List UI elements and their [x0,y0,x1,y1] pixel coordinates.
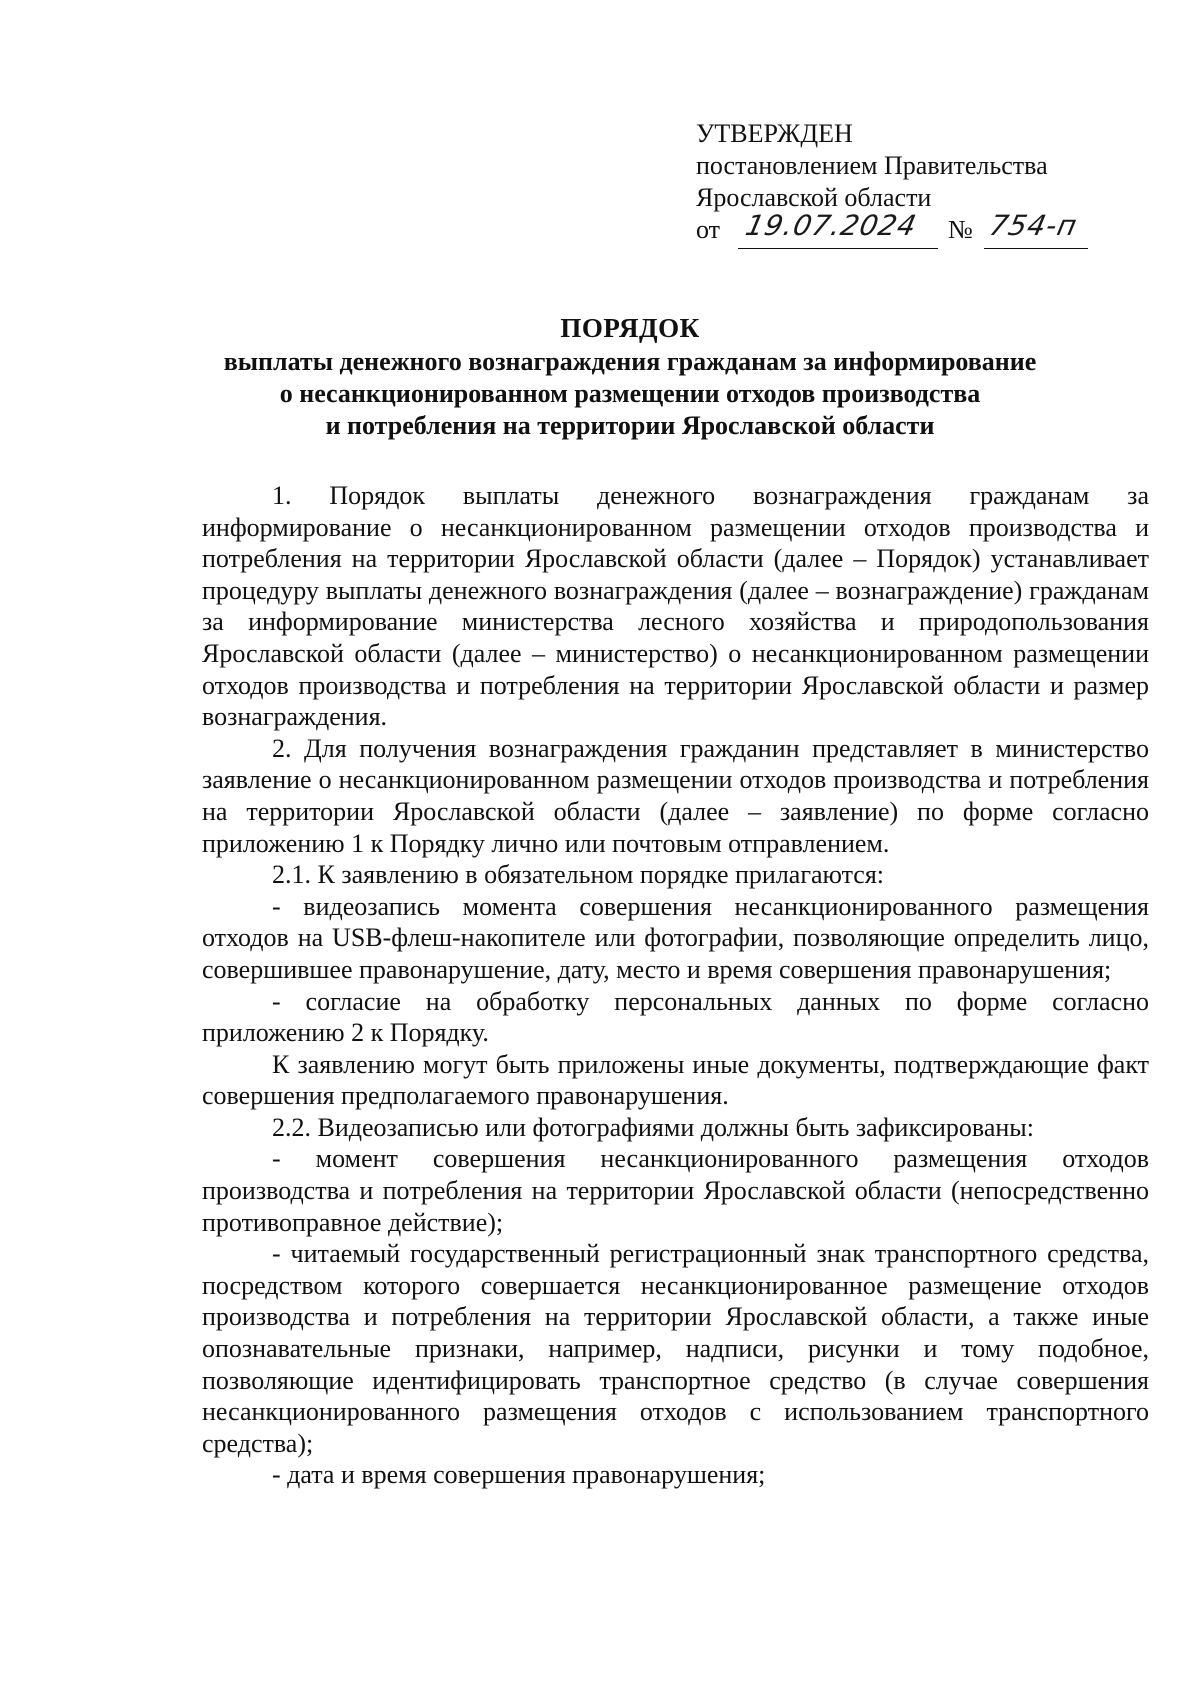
paragraph-1: 1. Порядок выплаты денежного вознаграждения гражданам за информирование о несанкционированном размещении отходов производства и потребления на территории Ярославской области (далее – Порядок) устанавливает процедуру выплаты денежного вознаграждения (далее – вознаграждение) гражданам за информирование министерства лесного хозяйства и природопользования Ярославской области (далее – министерство) о несанкционированном размещении отходов производства и потребления на территории Ярославской области и размер вознаграждения. [202,481,1149,732]
approval-block [696,118,1116,248]
list-item-moment: - момент совершения несанкционированного размещения отходов производства и потребления на территории Ярославской области (непосредственно противоправное действие); [202,1144,1149,1237]
list-item-consent: - согласие на обработку персональных данных по форме согласно приложению 2 к Порядку. [202,986,1149,1048]
list-item-video: - видеозапись момента совершения несанкционированного размещения отходов на USB-флеш-накопителе или фотографии, позволяющие определить лицо, совершившее правонарушение, дату, место и время совершения правонарушения; [202,891,1149,984]
date-field [738,209,938,249]
approval-authority-line-2: Ярославской области [696,183,932,212]
document-body [202,480,1149,1491]
paragraph-other-documents: К заявлению могут быть приложены иные документы, подтверждающие факт совершения предполагаемого правонарушения. [202,1049,1149,1111]
document-title [150,312,1110,442]
from-label: от [696,215,721,244]
title-line-1: выплаты денежного вознаграждения гражданам за информирование [223,347,1037,376]
number-field [984,209,1088,249]
approval-authority-line-1: постановлением Правительства [696,151,1048,180]
handwritten-number: 754-п [986,209,1081,242]
paragraph-2-2: 2.2. Видеозаписью или фотографиями должны быть зафиксированы: [272,1112,1034,1142]
paragraph-2-1: 2.1. К заявлению в обязательном порядке прилагаются: [272,860,885,890]
approval-heading: УТВЕРЖДЕН [696,119,853,148]
list-item-datetime: - дата и время совершения правонарушения; [272,1460,766,1490]
handwritten-date: 19.07.2024 [742,209,920,242]
title-line-3: и потребления на территории Ярославской области [325,411,935,440]
list-item-plate: - читаемый государственный регистрационный знак транспортного средства, посредством которого совершается несанкционированное размещение отходов производства и потребления на территории Ярославской области, а также иные опознавательные признаки, например, надписи, рисунки и тому подобное, позволяющие идентифицировать транспортное средство (в случае совершения несанкционированного размещения отходов с использованием транспортного средства); [202,1239,1149,1458]
paragraph-2: 2. Для получения вознаграждения гражданин представляет в министерство заявление о несанкционированном размещении отходов производства и потребления на территории Ярославской области (далее – заявление) по форме согласно приложению 1 к Порядку лично или почтовым отправлением. [202,733,1149,858]
title-main: ПОРЯДОК [560,313,700,343]
number-label: № [948,215,973,244]
approval-date-number-line [696,209,1116,248]
title-line-2: о несанкционированном размещении отходов производства [279,379,981,408]
